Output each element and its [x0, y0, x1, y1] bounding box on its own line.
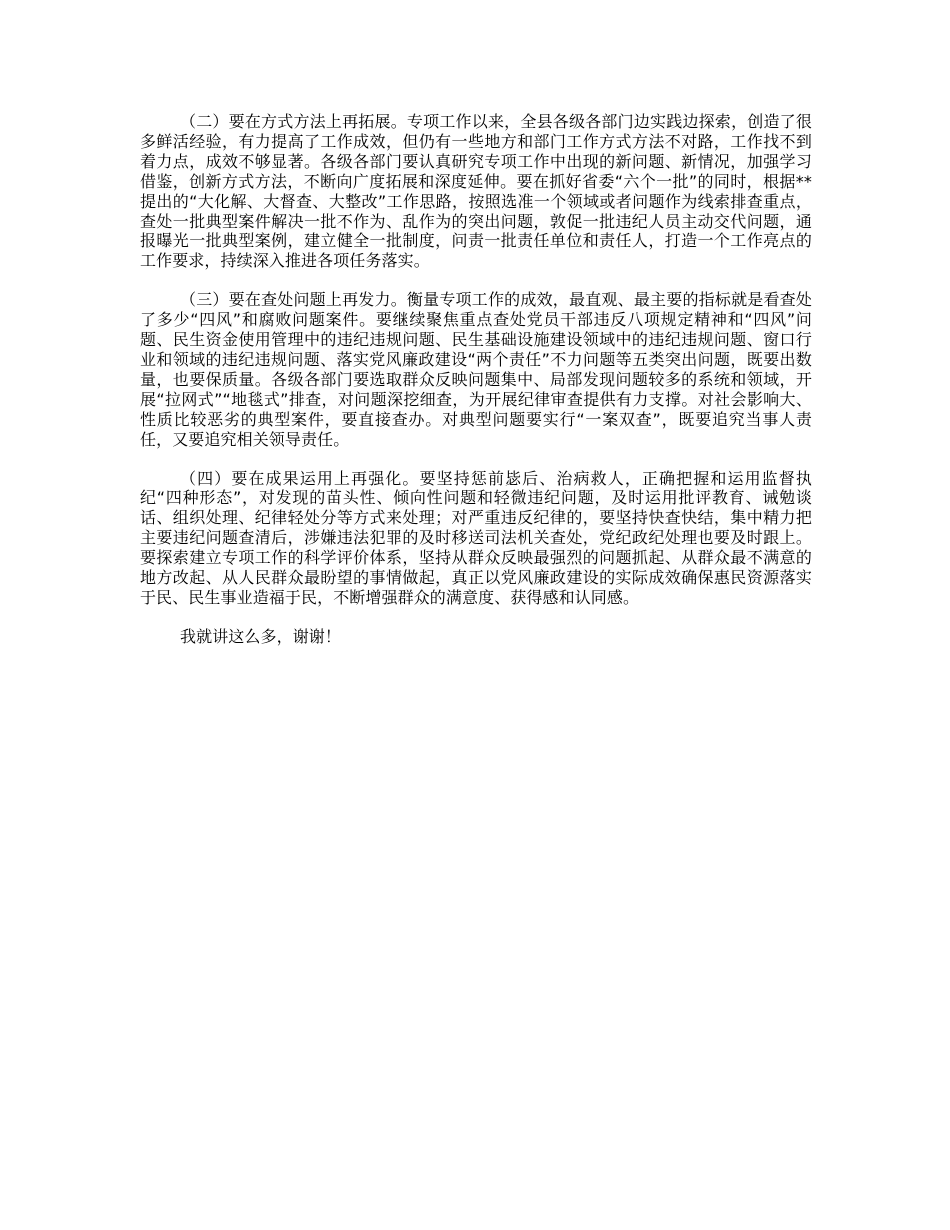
- paragraph-method-expansion: （二）要在方式方法上再拓展。专项工作以来，全县各级各部门边实践边探索，创造了很多鲜活经验，有力提高了工作成效，但仍有一些地方和部门工作方式方法不对路，工作找不到着力点，成效不够显著。各级各部门要认真研究专项工作中出现的新问题、新情况，加强学习借鉴，创新方式方法，不断向广度拓展和深度延伸。要在抓好省委“六个一批”的同时，根据**提出的“大化解、大督查、大整改”工作思路，按照选准一个领域或者问题作为线索排查重点，查处一批典型案件解决一批不作为、乱作为的突出问题，敦促一批违纪人员主动交代问题，通报曝光一批典型案例，建立健全一批制度，问责一批责任单位和责任人，打造一个工作亮点的工作要求，持续深入推进各项任务落实。: [140, 112, 812, 271]
- document-page: [140, 112, 812, 647]
- closing-remark: 我就讲这么多，谢谢！: [180, 626, 342, 646]
- paragraph-problem-investigation: （三）要在查处问题上再发力。衡量专项工作的成效，最直观、最主要的指标就是看查处了多少“四风”和腐败问题案件。要继续聚焦重点查处党员干部违反八项规定精神和“四风”问题、民生资金使用管理中的违纪违规问题、民生基础设施建设领域中的违纪违规问题、窗口行业和领域的违纪违规问题、落实党风廉政建设“两个责任”不力问题等五类突出问题，既要出数量，也要保质量。各级各部门要选取群众反映问题集中、局部发现问题较多的系统和领域，开展“拉网式”“地毯式”排查，对问题深挖细查，为开展纪律审查提供有力支撑。对社会影响大、性质比较恶劣的典型案件，要直接查办。对典型问题要实行“一案双查”，既要追究当事人责任，又要追究相关领导责任。: [140, 290, 812, 449]
- paragraph-result-application: （四）要在成果运用上再强化。要坚持惩前毖后、治病救人，正确把握和运用监督执纪“四种形态”，对发现的苗头性、倾向性问题和轻微违纪问题，及时运用批评教育、诫勉谈话、组织处理、纪律轻处分等方式来处理；对严重违反纪律的，要坚持快查快结，集中精力把主要违纪问题查清后，涉嫌违法犯罪的及时移送司法机关查处，党纪政纪处理也要及时跟上。要探索建立专项工作的科学评价体系，坚持从群众反映最强烈的问题抓起、从群众最不满意的地方改起、从人民群众最盼望的事情做起，真正以党风廉政建设的实际成效确保惠民资源落实于民、民生事业造福于民，不断增强群众的满意度、获得感和认同感。: [140, 468, 812, 607]
